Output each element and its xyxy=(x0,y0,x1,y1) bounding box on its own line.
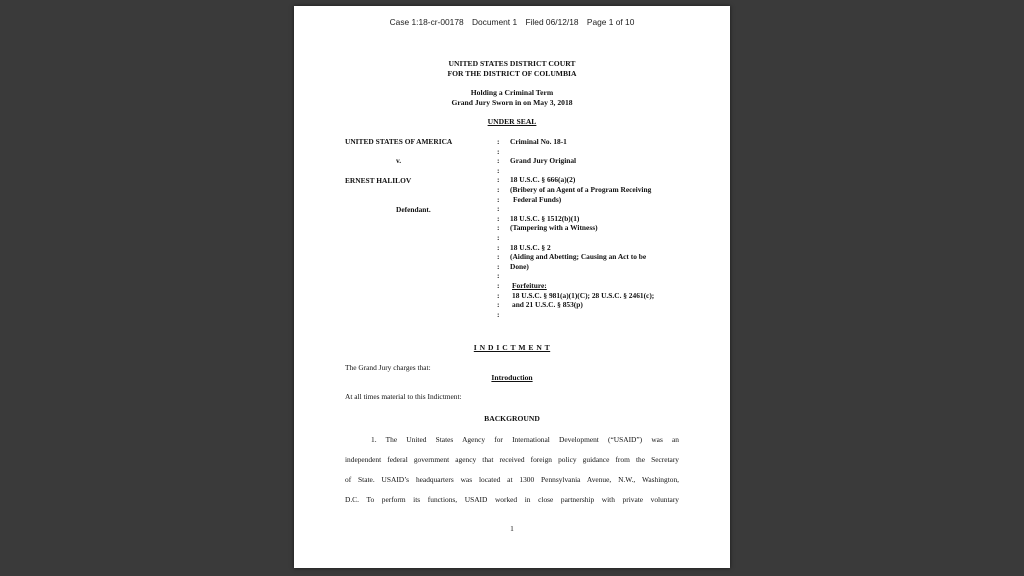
statute-1512: 18 U.S.C. § 1512(b)(1) xyxy=(510,213,580,223)
paragraph-line: of State. USAID’s headquarters was located at 1300 Pennsylvania Avenue, N.W., Washington, xyxy=(345,475,679,484)
statute-666-desc-2: Federal Funds) xyxy=(513,194,562,204)
statute-666: 18 U.S.C. § 666(a)(2) xyxy=(510,175,576,185)
material-statement: At all times material to this Indictment: xyxy=(345,392,462,401)
statute-1512-desc: (Tampering with a Witness) xyxy=(510,223,598,233)
paragraph-line: independent federal government agency that received foreign policy guidance from the Secretary xyxy=(345,455,679,464)
forfeiture-heading: Forfeiture: xyxy=(512,280,547,290)
caption-blank xyxy=(510,166,690,176)
statute-2-desc-2: Done) xyxy=(510,261,529,271)
plaintiff: UNITED STATES OF AMERICA xyxy=(345,137,453,146)
under-seal: UNDER SEAL xyxy=(487,117,537,126)
statute-2-desc-1: (Aiding and Abetting; Causing an Act to be xyxy=(510,252,647,262)
criminal-number: Criminal No. 18-1 xyxy=(510,137,567,146)
versus: v. xyxy=(396,156,402,165)
background-heading: BACKGROUND xyxy=(484,414,540,423)
forfeiture-statute-1: 18 U.S.C. § 981(a)(1)(C); 28 U.S.C. § 2461(c); xyxy=(512,290,655,300)
caption-blank xyxy=(510,271,690,281)
court-name: UNITED STATES DISTRICT COURT xyxy=(448,59,576,68)
caption-blank xyxy=(510,204,690,214)
caption-colons: : : : : : : : : : : : : : : : : : : : xyxy=(497,137,500,319)
caption-blank xyxy=(510,233,690,243)
page-count: Page 1 of 10 xyxy=(586,17,635,27)
indictment-title: I N D I C T M E N T xyxy=(473,343,551,352)
caption-right xyxy=(510,137,690,319)
document-number: Document 1 xyxy=(471,17,518,27)
page-number: 1 xyxy=(510,524,514,533)
filed-date: Filed 06/12/18 xyxy=(525,17,579,27)
caption-blank xyxy=(510,147,690,157)
case-number: Case 1:18-cr-00178 xyxy=(389,17,464,27)
caption-blank xyxy=(510,310,690,320)
statute-2: 18 U.S.C. § 2 xyxy=(510,242,551,252)
paragraph-line: 1. The United States Agency for International Development (“USAID”) was an xyxy=(371,435,679,444)
forfeiture-statute-2: and 21 U.S.C. § 853(p) xyxy=(512,300,583,310)
criminal-term: Holding a Criminal Term xyxy=(470,88,554,97)
grand-jury-sworn: Grand Jury Sworn in on May 3, 2018 xyxy=(451,98,573,107)
case-header xyxy=(294,17,730,27)
defendant-name: ERNEST HALILOV xyxy=(345,176,412,185)
introduction-heading: Introduction xyxy=(491,373,533,382)
defendant-label: Defendant. xyxy=(396,205,431,214)
statute-666-desc-1: (Bribery of an Agent of a Program Receiving xyxy=(510,184,652,194)
document-page xyxy=(294,6,730,568)
paragraph-line: D.C. To perform its functions, USAID worked in close partnership with private voluntary xyxy=(345,495,679,504)
court-district: FOR THE DISTRICT OF COLUMBIA xyxy=(447,69,577,78)
grand-jury-original: Grand Jury Original xyxy=(510,156,577,166)
grand-jury-charges: The Grand Jury charges that: xyxy=(345,363,431,372)
